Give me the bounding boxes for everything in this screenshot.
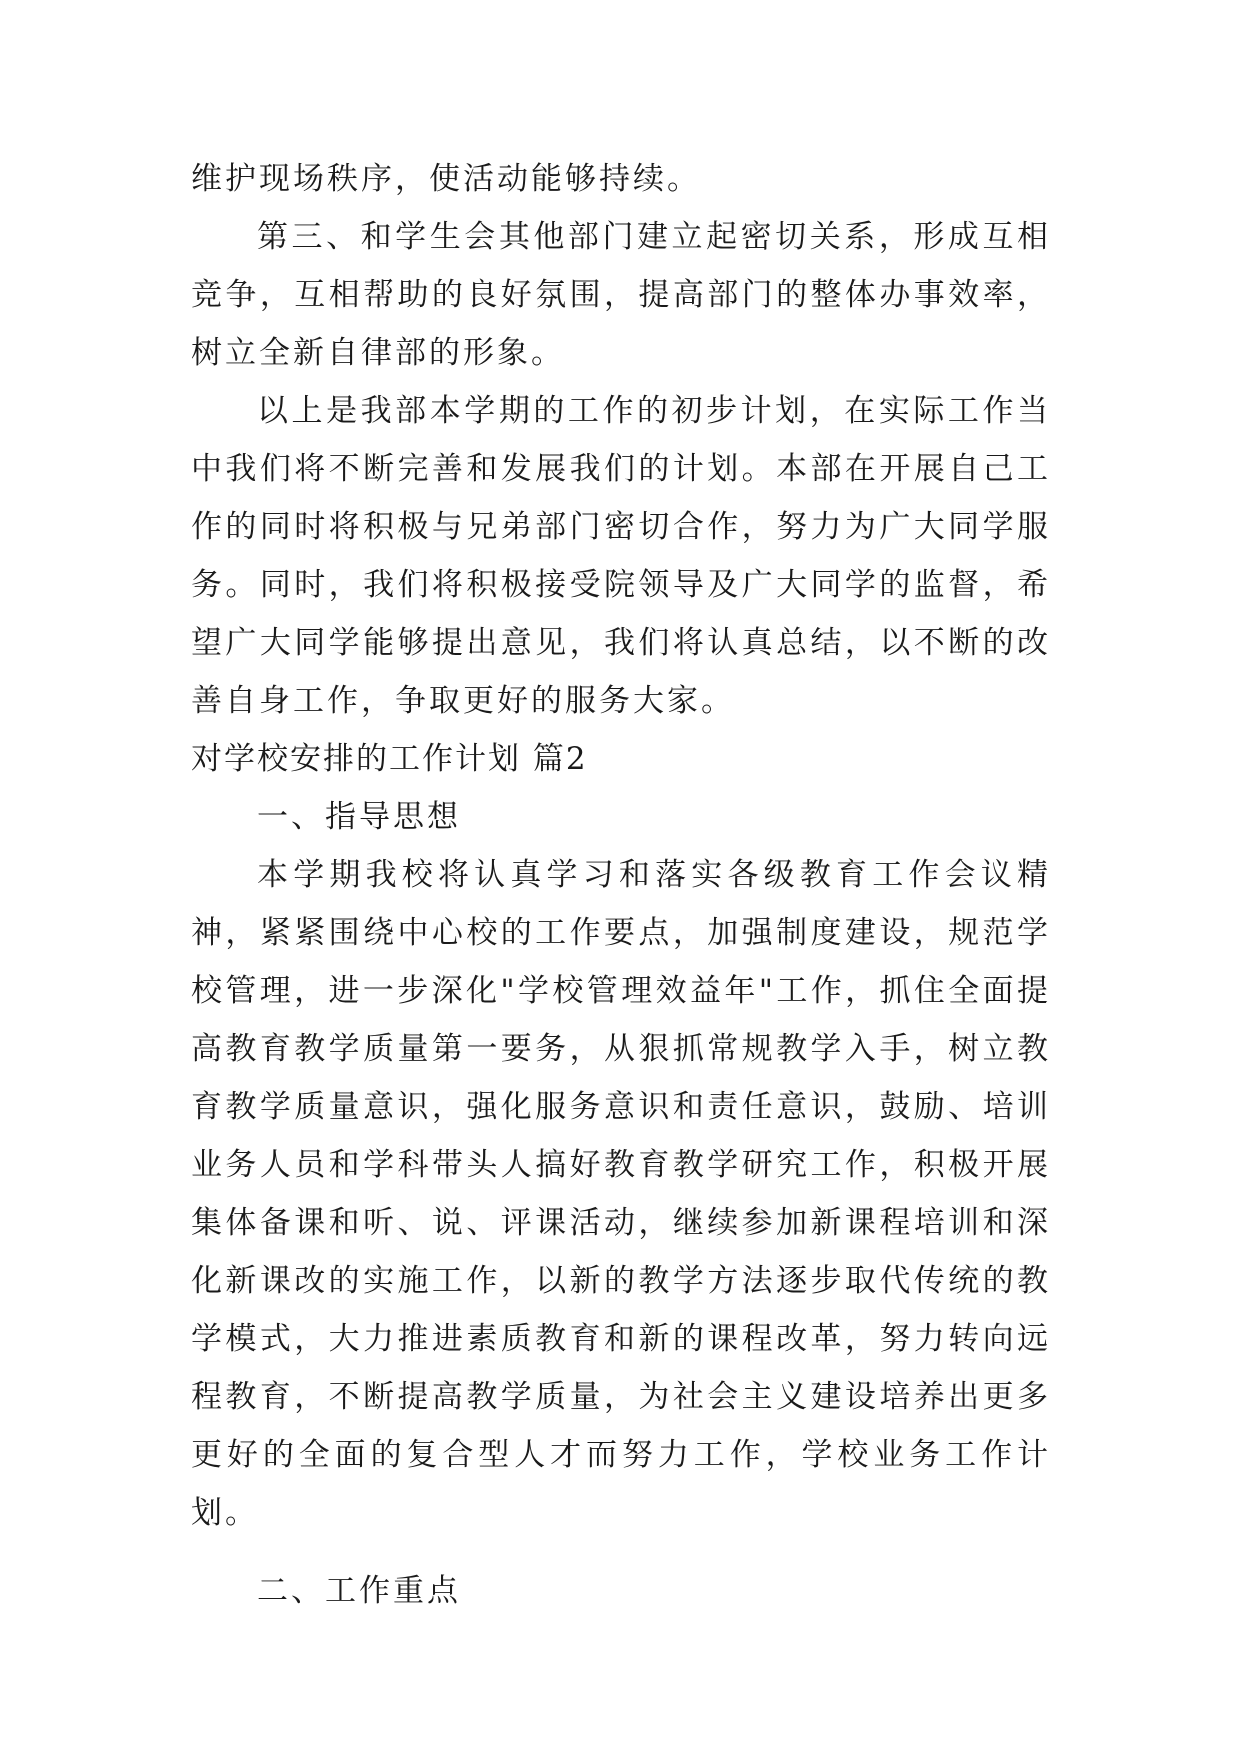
document-body: [191, 150, 1051, 1620]
section-title: 对学校安排的工作计划 篇2: [191, 741, 588, 777]
subheading-work-focus: 二、工作重点: [257, 1573, 461, 1609]
paragraph-summary: 以上是我部本学期的工作的初步计划，在实际工作当中我们将不断完善和发展我们的计划。本部在开展自己工作的同时将积极与兄弟部门密切合作，努力为广大同学服务。同时，我们将积极接受院领导及广大同学的监督，希望广大同学能够提出意见，我们将认真总结，以不断的改善自身工作，争取更好的服务大家。: [191, 393, 1051, 719]
subheading-guiding-ideology: 一、指导思想: [257, 799, 461, 835]
paragraph-continued: 维护现场秩序，使活动能够持续。: [191, 161, 701, 197]
paragraph-third-point: 第三、和学生会其他部门建立起密切关系，形成互相竞争，互相帮助的良好氛围，提高部门的整体办事效率，树立全新自律部的形象。: [191, 219, 1051, 371]
paragraph-guiding-ideology: 本学期我校将认真学习和落实各级教育工作会议精神，紧紧围绕中心校的工作要点，加强制度建设，规范学校管理，进一步深化"学校管理效益年"工作，抓住全面提高教育教学质量第一要务，从狠抓常规教学入手，树立教育教学质量意识，强化服务意识和责任意识，鼓励、培训业务人员和学科带头人搞好教育教学研究工作，积极开展集体备课和听、说、评课活动，继续参加新课程培训和深化新课改的实施工作，以新的教学方法逐步取代传统的教学模式，大力推进素质教育和新的课程改革，努力转向远程教育，不断提高教学质量，为社会主义建设培养出更多更好的全面的复合型人才而努力工作，学校业务工作计划。: [191, 857, 1051, 1531]
spacer: [191, 1542, 1051, 1562]
